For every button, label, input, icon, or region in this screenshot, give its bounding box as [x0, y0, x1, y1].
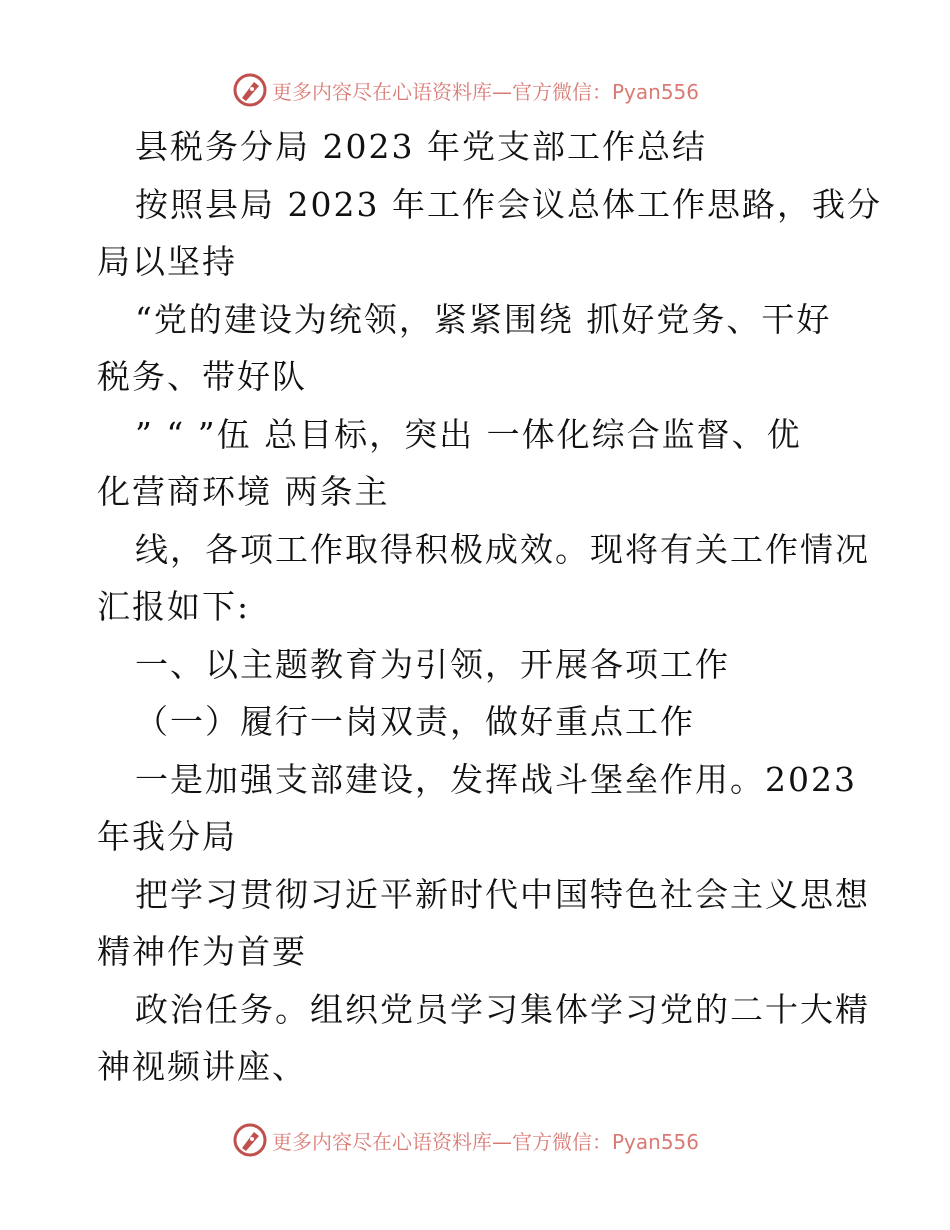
paragraph-line: 线，各项工作取得积极成效。现将有关工作情况	[135, 529, 870, 569]
watermark-footer	[232, 1120, 699, 1160]
watermark-text: 更多内容尽在心语资料库—官方微信：Pyan556	[272, 79, 700, 104]
watermark-header	[232, 70, 699, 110]
paragraph-line: 化营商环境 两条主	[97, 472, 390, 511]
paragraph-line: 一是加强支部建设，发挥战斗堡垒作用。2023	[135, 759, 857, 799]
paragraph-line: 年我分局	[97, 817, 237, 856]
paragraph-line: 按照县局 2023 年工作会议总体工作思路，我分	[135, 184, 882, 224]
paragraph-line: 局以坚持	[97, 242, 237, 281]
paragraph-line: “党的建设为统领，紧紧围绕 抓好党务、干好	[135, 299, 832, 339]
paragraph-line: 政治任务。组织党员学习集体学习党的二十大精	[135, 989, 870, 1029]
paragraph-line: 精神作为首要	[97, 932, 307, 971]
pen-nib-circle-icon	[232, 72, 268, 108]
paragraph-line: 税务、带好队	[97, 357, 307, 396]
paragraph-line: ” “ ”伍 总目标，突出 一体化综合监督、优	[135, 414, 802, 454]
document-body	[97, 118, 882, 1096]
paragraph-line: 把学习贯彻习近平新时代中国特色社会主义思想	[135, 874, 870, 914]
pen-nib-circle-icon	[232, 1122, 268, 1158]
watermark-text: 更多内容尽在心语资料库—官方微信：Pyan556	[272, 1129, 700, 1154]
subsection-heading: （一）履行一岗双责，做好重点工作	[135, 702, 695, 741]
paragraph-line: 汇报如下:	[97, 587, 251, 626]
paragraph-line: 神视频讲座、	[97, 1047, 307, 1086]
section-heading: 一、以主题教育为引领，开展各项工作	[135, 644, 730, 684]
document-title: 县税务分局 2023 年党支部工作总结	[135, 127, 707, 166]
